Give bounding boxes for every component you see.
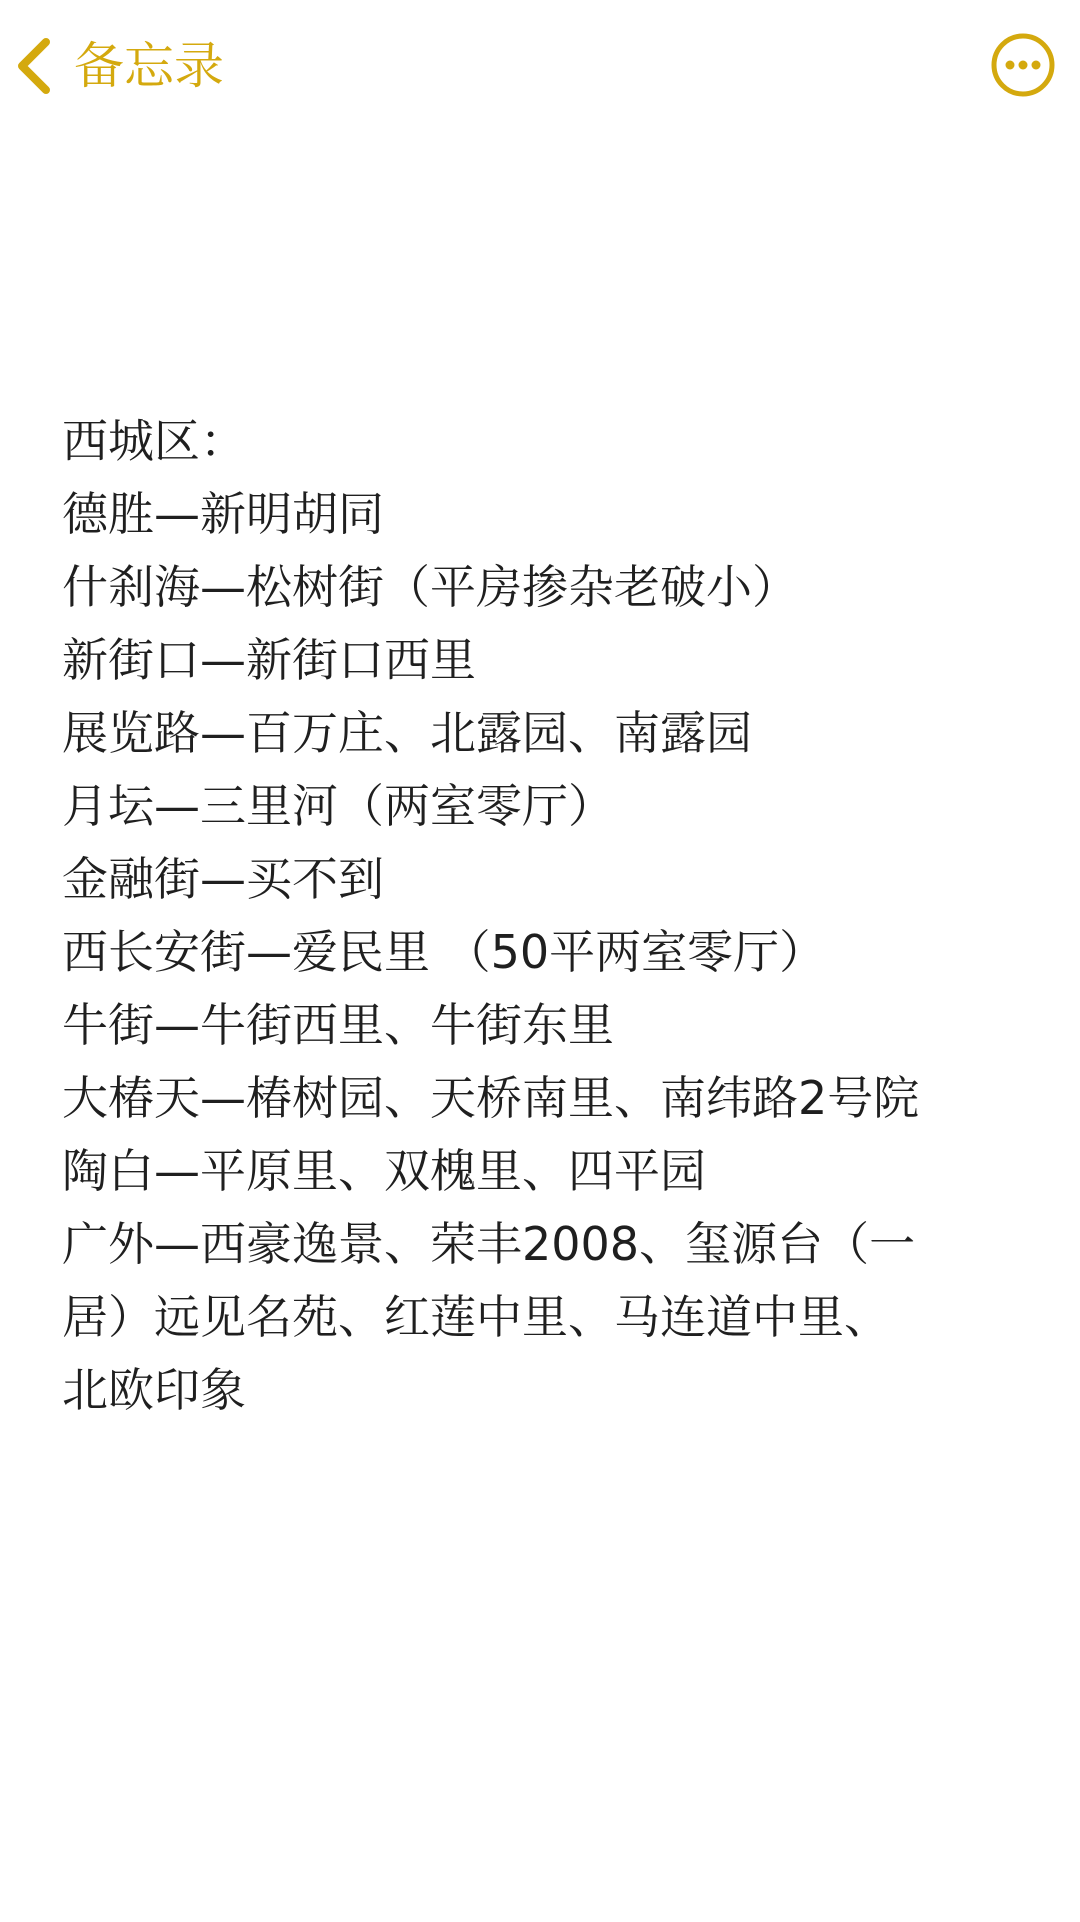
note-content[interactable] <box>62 405 1032 1427</box>
more-options-button[interactable] <box>990 32 1056 98</box>
back-button[interactable] <box>12 28 224 104</box>
note-line: 德胜—新明胡同 <box>62 487 384 541</box>
note-line: 大椿天—椿树园、天桥南里、南纬路2号院 <box>62 1071 920 1125</box>
chevron-left-icon <box>12 34 56 98</box>
note-line: 金融街—买不到 <box>62 852 384 906</box>
note-line: 陶白—平原里、双槐里、四平园 <box>62 1144 706 1198</box>
navigation-bar <box>0 0 1080 140</box>
note-line: 月坛—三里河（两室零厅） <box>62 779 614 833</box>
ellipsis-circle-icon <box>990 32 1056 98</box>
note-line: 西城区： <box>62 414 246 468</box>
note-line: 什刹海—松树街（平房掺杂老破小） <box>62 560 798 614</box>
note-line: 居）远见名苑、红莲中里、马连道中里、 <box>62 1290 890 1344</box>
note-line: 北欧印象 <box>62 1363 246 1417</box>
back-label: 备忘录 <box>74 37 224 95</box>
note-line: 展览路—百万庄、北露园、南露园 <box>62 706 752 760</box>
note-line: 牛街—牛街西里、牛街东里 <box>62 998 614 1052</box>
note-line: 广外—西豪逸景、荣丰2008、玺源台（一 <box>62 1217 916 1271</box>
note-line: 新街口—新街口西里 <box>62 633 476 687</box>
note-line: 西长安街—爱民里 （50平两室零厅） <box>62 925 826 979</box>
